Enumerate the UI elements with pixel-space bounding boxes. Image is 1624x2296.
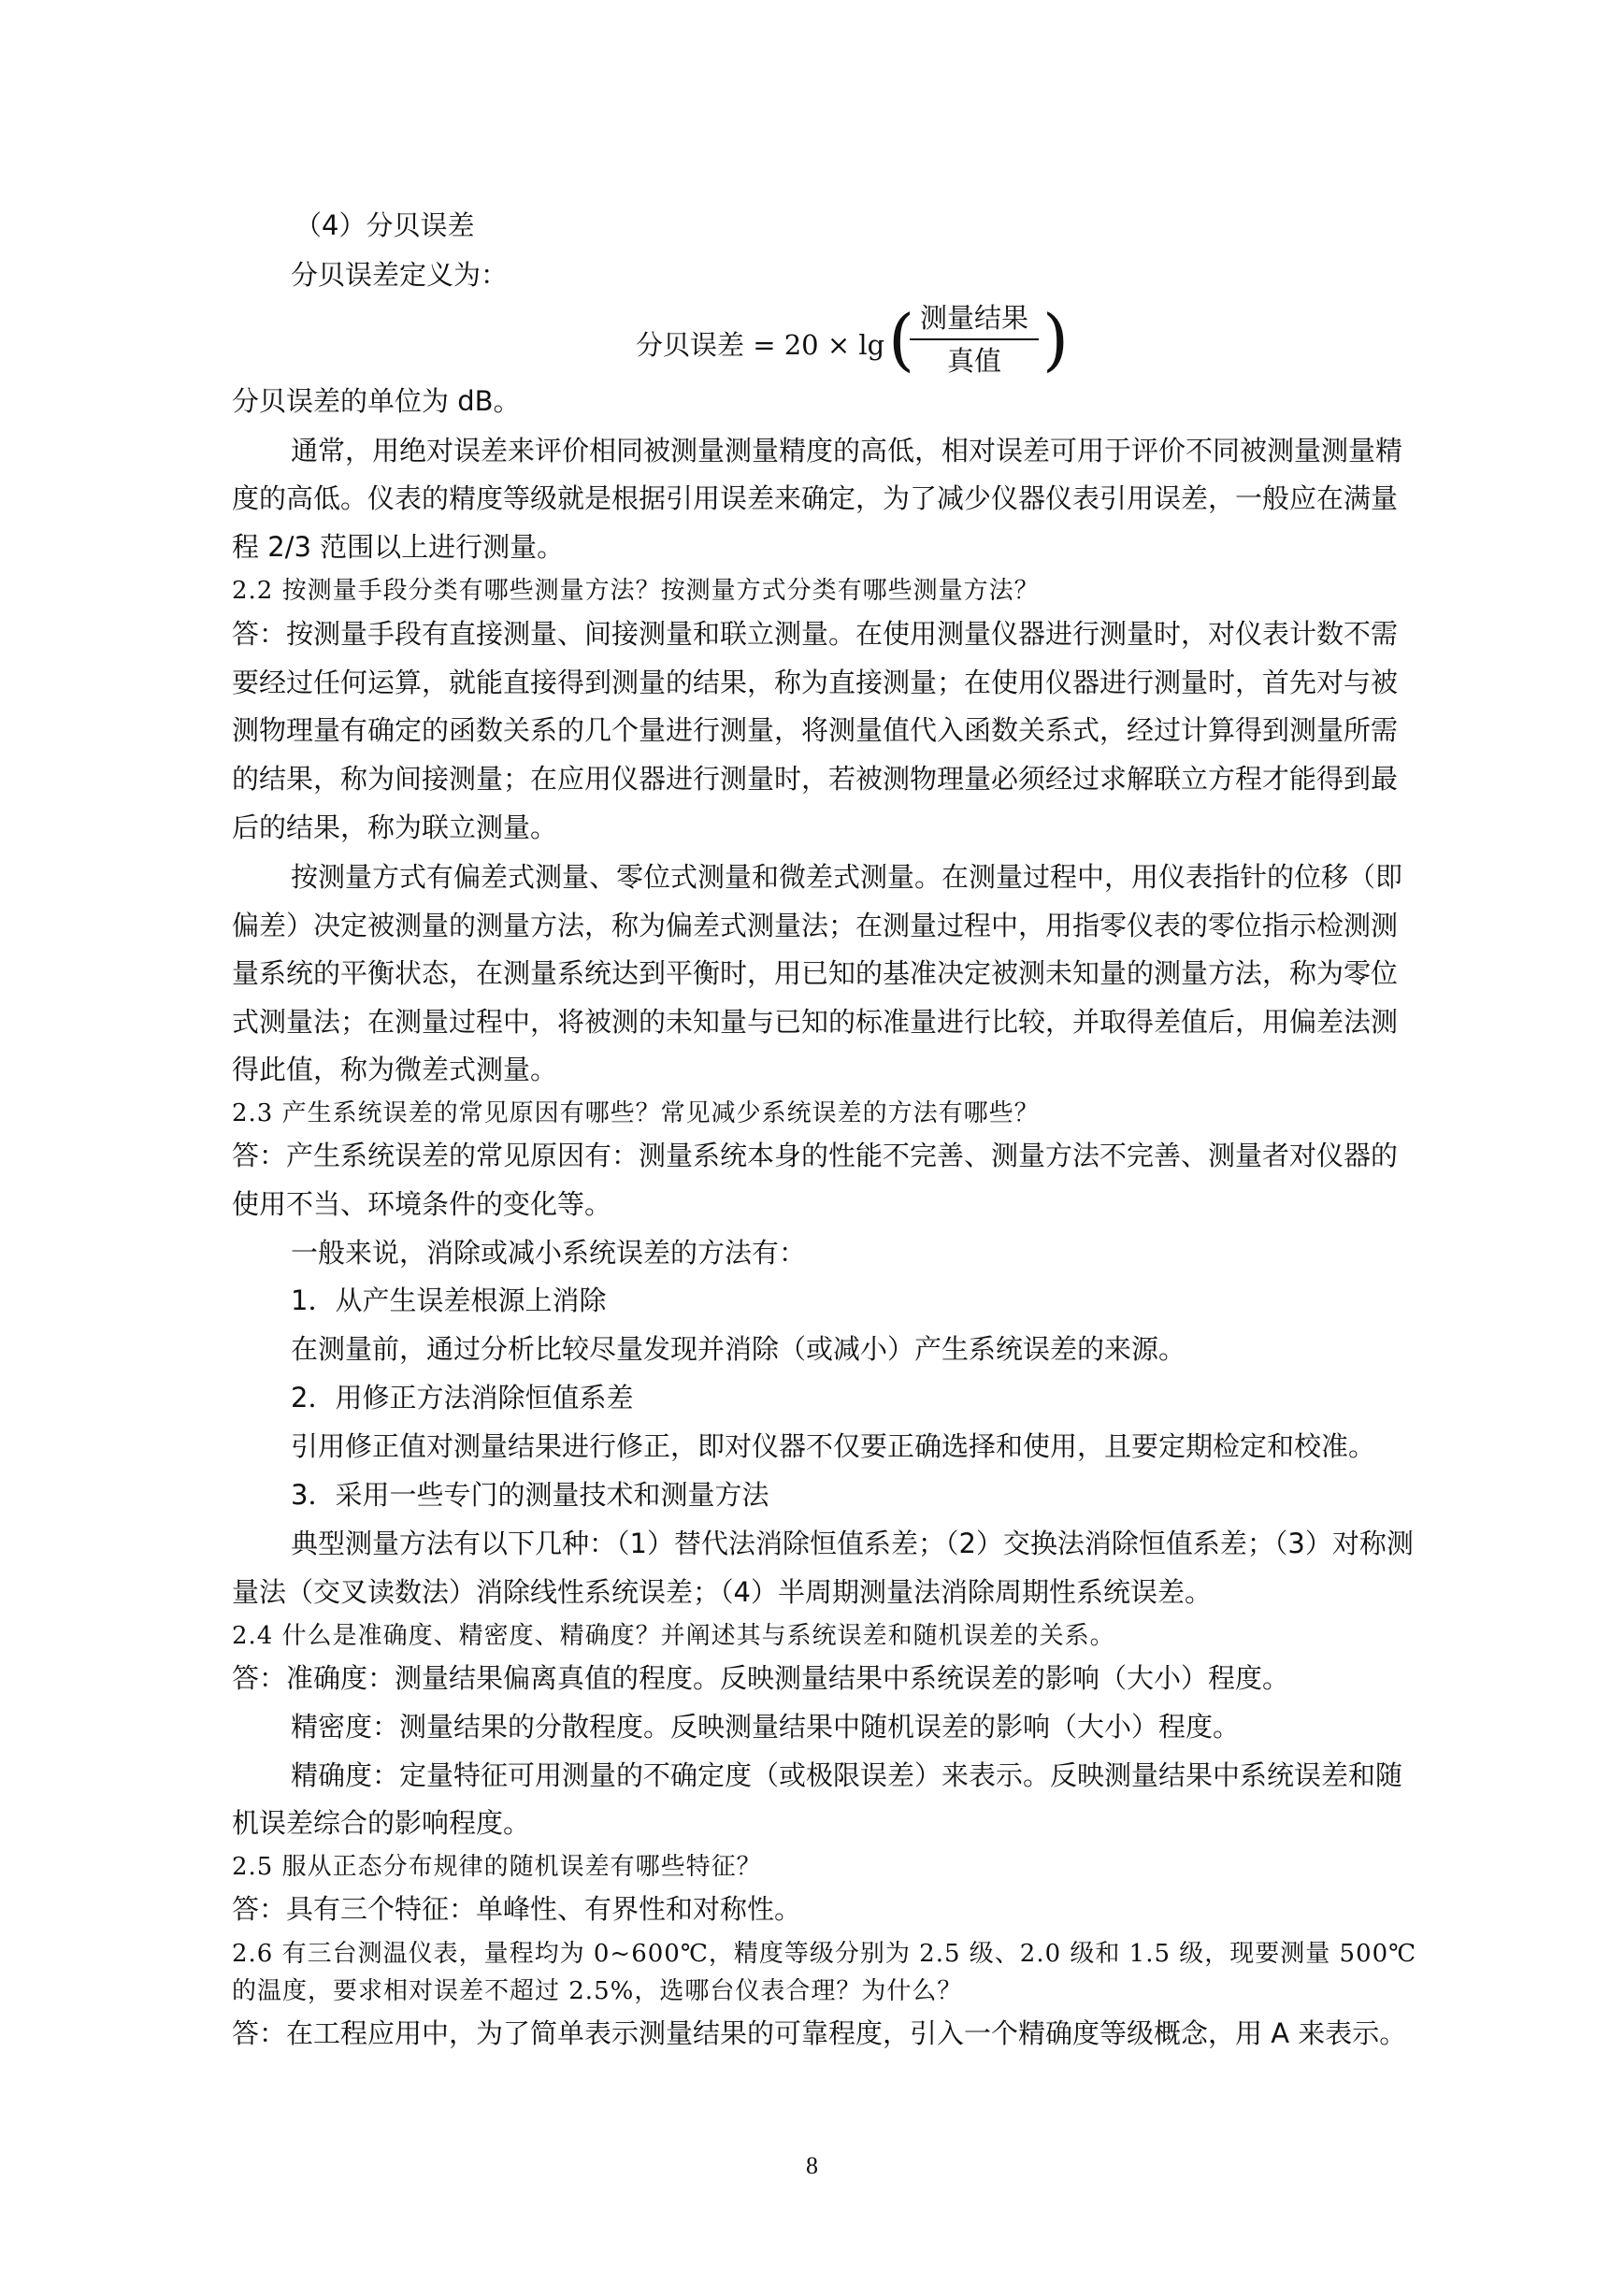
- page-number: 8: [806, 2152, 818, 2179]
- text-line: 得此值，称为微差式测量。: [232, 1054, 558, 1085]
- fraction-bar: [910, 338, 1039, 340]
- text-line: 度的高低。仪表的精度等级就是根据引用误差来确定，为了减少仪器仪表引用误差，一般应在满量: [232, 482, 1399, 514]
- text-line: 一般来说，消除或减小系统误差的方法有：: [291, 1237, 807, 1269]
- text-line: 分贝误差的单位为 dB。: [232, 385, 521, 417]
- formula-fraction: [910, 299, 1039, 380]
- text-line: 1．从产生误差根源上消除: [291, 1284, 607, 1316]
- text-line: 答：产生系统误差的常见原因有：测量系统本身的性能不完善、测量方法不完善、测量者对仪器的: [232, 1140, 1399, 1171]
- question-heading: 2.3 产生系统误差的常见原因有哪些？常见减少系统误差的方法有哪些？: [232, 1099, 1040, 1127]
- text-line: 典型测量方法有以下几种：（1）替代法消除恒值系差；（2）交换法消除恒值系差；（3）对称测: [291, 1528, 1414, 1559]
- question-heading: 2.6 有三台测温仪表，量程均为 0~600℃，精度等级分别为 2.5 级、2.0 级和 1.5 级，现要测量 500℃: [232, 1940, 1417, 1968]
- question-heading: 2.4 什么是准确度、精密度、精确度？并阐述其与系统误差和随机误差的关系。: [232, 1622, 1115, 1650]
- text-line: 3．采用一些专门的测量技术和测量方法: [291, 1479, 769, 1511]
- text-line: 后的结果，称为联立测量。: [232, 811, 558, 843]
- text-line: 式测量法；在测量过程中，将被测的未知量与已知的标准量进行比较，并取得差值后，用偏差法测: [232, 1006, 1399, 1038]
- text-line: 程 2/3 范围以上进行测量。: [232, 531, 565, 563]
- formula-open-paren: (: [888, 300, 915, 379]
- formula-close-paren: ): [1042, 300, 1070, 379]
- text-line: 通常，用绝对误差来评价相同被测量测量精度的高低，相对误差可用于评价不同被测量测量精: [291, 435, 1403, 466]
- text-line: 要经过任何运算，就能直接得到测量的结果，称为直接测量；在使用仪器进行测量时，首先对与被: [232, 667, 1399, 698]
- text-line: 机误差综合的影响程度。: [232, 1807, 531, 1839]
- text-line: 答：按测量手段有直接测量、间接测量和联立测量。在使用测量仪器进行测量时，对仪表计数不需: [232, 618, 1399, 650]
- text-line: 分贝误差定义为：: [291, 259, 509, 291]
- text-line: 答：具有三个特征：单峰性、有界性和对称性。: [232, 1893, 802, 1925]
- formula-lhs: 分贝误差 = 20 × lg: [636, 329, 885, 361]
- text-line: （4）分贝误差: [295, 209, 475, 241]
- formula-denominator: 真值: [946, 345, 1001, 377]
- text-line: 按测量方式有偏差式测量、零位式测量和微差式测量。在测量过程中，用仪表指针的位移（即: [291, 861, 1403, 893]
- text-line: 精密度：测量结果的分散程度。反映测量结果中随机误差的影响（大小）程度。: [291, 1711, 1241, 1743]
- text-line: 答：准确度：测量结果偏离真值的程度。反映测量结果中系统误差的影响（大小）程度。: [232, 1662, 1290, 1694]
- question-heading: 2.2 按测量手段分类有哪些测量方法？按测量方式分类有哪些测量方法？: [232, 577, 1040, 605]
- text-line: 的结果，称为间接测量；在应用仪器进行测量时，若被测物理量必须经过求解联立方程才能得到最: [232, 763, 1399, 795]
- formula-numerator: 测量结果: [919, 302, 1028, 334]
- text-line: 量系统的平衡状态，在测量系统达到平衡时，用已知的基准决定被测未知量的测量方法，称为零位: [232, 957, 1399, 989]
- text-line: 在测量前，通过分析比较尽量发现并消除（或减小）产生系统误差的来源。: [291, 1333, 1186, 1365]
- text-line: 2．用修正方法消除恒值系差: [291, 1382, 634, 1413]
- text-line: 使用不当、环境条件的变化等。: [232, 1188, 612, 1220]
- question-heading: 的温度，要求相对误差不超过 2.5%，选哪台仪表合理？为什么？: [232, 1977, 963, 2005]
- text-line: 测物理量有确定的函数关系的几个量进行测量，将测量值代入函数关系式，经过计算得到测量所需: [232, 714, 1399, 746]
- text-line: 引用修正值对测量结果进行修正，即对仪器不仅要正确选择和使用，且要定期检定和校准。: [291, 1430, 1376, 1462]
- text-line: 答：在工程应用中，为了简单表示测量结果的可靠程度，引入一个精确度等级概念，用 A 来表示。: [232, 2017, 1407, 2049]
- text-line: 偏差）决定被测量的测量方法，称为偏差式测量法；在测量过程中，用指零仪表的零位指示检测测: [232, 910, 1399, 941]
- question-heading: 2.5 服从正态分布规律的随机误差有哪些特征？: [232, 1853, 762, 1881]
- text-line: 量法（交叉读数法）消除线性系统误差；（4）半周期测量法消除周期性系统误差。: [232, 1576, 1212, 1608]
- text-line: 精确度：定量特征可用测量的不确定度（或极限误差）来表示。反映测量结果中系统误差和随: [291, 1759, 1403, 1791]
